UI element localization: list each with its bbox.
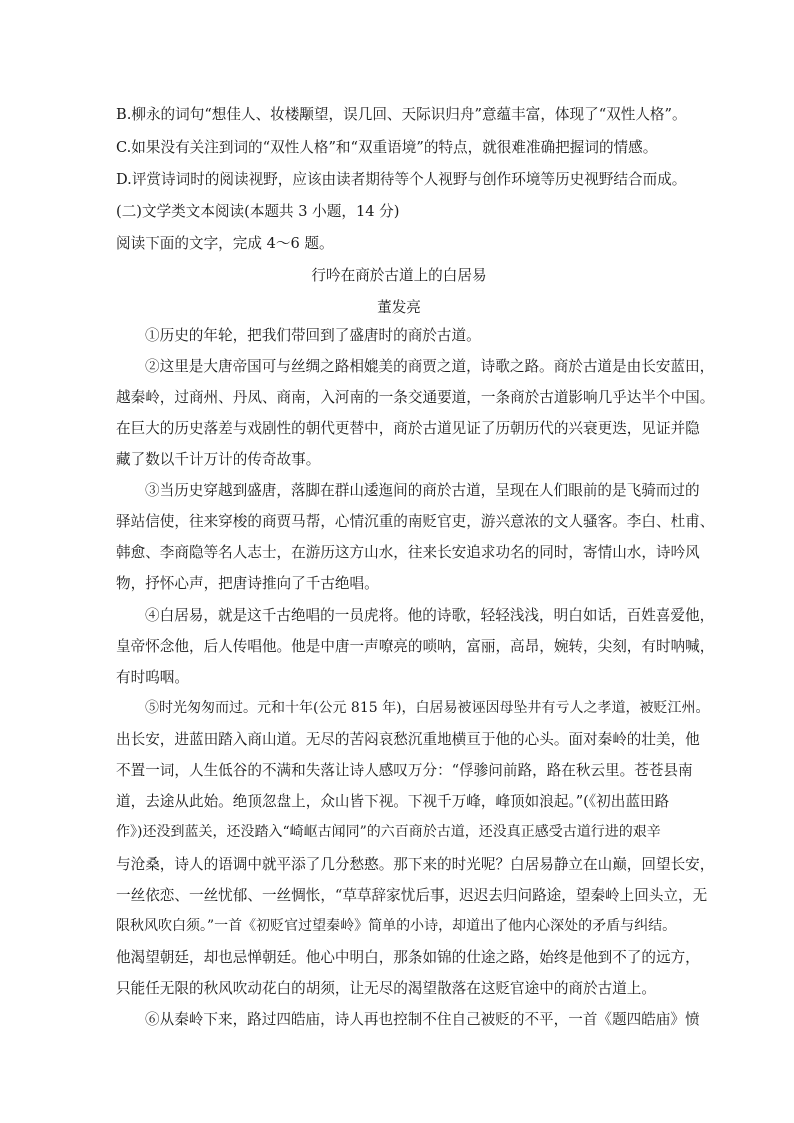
paragraph-line: 只能任无限的秋风吹动花白的胡须，让无尽的渴望散落在这贬官途中的商於古道上。 [116, 980, 656, 997]
paragraph-line: ⑥从秦岭下来，路过四皓庙，诗人再也控制不住自己被贬的不平，一首《题四皓庙》愤 [145, 1011, 700, 1028]
section-instruction: 阅读下面的文字，完成 4～6 题。 [116, 235, 334, 252]
paragraph-line: ⑤时光匆匆而过。元和十年(公元 815 年)，白居易被诬因母坠井有亏人之孝道，被贬江州。 [145, 700, 710, 716]
paragraph-line: 驿站信使，往来穿梭的商贾马帮，心情沉重的南贬官吏，游兴意浓的文人骚客。李白、杜甫、 [116, 513, 715, 530]
paragraph-line: 出长安，进蓝田踏入商山道。无尽的苦闷哀愁沉重地横亘于他的心头。面对秦岭的壮美，他 [116, 731, 700, 748]
option-d: D.评赏诗词时的阅读视野，应该由读者期待等个人视野与创作环境等历史视野结合而成。 [116, 171, 687, 188]
paragraph-line: ④白居易，就是这千古绝唱的一员虎将。他的诗歌，轻轻浅浅，明白如话，百姓喜爱他， [145, 607, 715, 624]
paragraph-line: 道，去途从此始。绝顶忽盘上，众山皆下视。下视千万峰，峰顶如浪起。”(《初出蓝田路 [116, 793, 670, 810]
paragraph-line: 不置一词，人生低谷的不满和失落让诗人感叹万分：“俘骖问前路，路在秋云里。苍苍县南 [116, 762, 693, 779]
paragraph-line: ②这里是大唐帝国可与丝绸之路相媲美的商贾之道，诗歌之路。商於古道是由长安蓝田， [145, 358, 715, 375]
paragraph-line: 作》)还没到蓝关，还没踏入“崎岖古闻同”的六百商於古道，还没真正感受古道行进的艰辛 [116, 824, 661, 840]
paragraph-line: 有时呜咽。 [116, 669, 189, 686]
paragraph-line: 一丝依恋、一丝忧郁、一丝惆怅，“草草辞家忧后事，迟迟去归问路途，望秦岭上回头立，无 [116, 887, 708, 904]
paragraph-line: 限秋风吹白须。”一首《初贬官过望秦岭》简单的小诗，却道出了他内心深处的矛盾与纠结。 [116, 918, 677, 934]
section-heading: (二)文学类文本阅读(本题共 3 小题，14 分) [116, 203, 400, 220]
option-c: C.如果没有关注到词的“双性人格”和“双重语境”的特点，就很难准确把握词的情感。 [116, 139, 658, 156]
paragraph-line: 与沧桑，诗人的语调中就平添了几分愁憨。那下来的时光呢？白居易静立在山巅，回望长安， [116, 856, 715, 873]
article-author: 董发亮 [377, 299, 421, 316]
paragraph-line: 在巨大的历史落差与戏剧性的朝代更替中，商於古道见证了历朝历代的兴衰更迭，见证并隐 [116, 420, 700, 437]
paragraph-line: ①历史的年轮，把我们带回到了盛唐时的商於古道。 [145, 327, 481, 344]
paragraph-line: 皇帝怀念他，后人传唱他。他是中唐一声嘹亮的唢呐，富丽，高昂，婉转，尖刻，有时呐喊， [116, 638, 715, 655]
paragraph-line: 越秦岭，过商州、丹凤、商南，入河南的一条交通要道，一条商於古道影响几乎达半个中国。 [116, 389, 715, 406]
article-title: 行吟在商於古道上的白居易 [311, 267, 487, 284]
paragraph-line: 藏了数以千计万计的传奇故事。 [116, 451, 321, 468]
paragraph-line: ③当历史穿越到盛唐，落脚在群山逶迤间的商於古道，呈现在人们眼前的是飞骑而过的 [145, 482, 700, 499]
paragraph-line: 物，抒怀心声，把唐诗推向了千古绝唱。 [116, 575, 379, 592]
paragraph-line: 他渴望朝廷，却也忌惮朝廷。他心中明白，那条如锦的仕途之路，始终是他到不了的远方， [116, 949, 700, 966]
option-b: B.柳永的词句“想佳人、妆楼颙望，误几回、天际识归舟”意蕴丰富，体现了“双性人格”。 [116, 106, 687, 123]
paragraph-line: 韩愈、李商隐等名人志士，在游历这方山水，往来长安追求功名的同时，寄情山水，诗吟风 [116, 544, 700, 561]
